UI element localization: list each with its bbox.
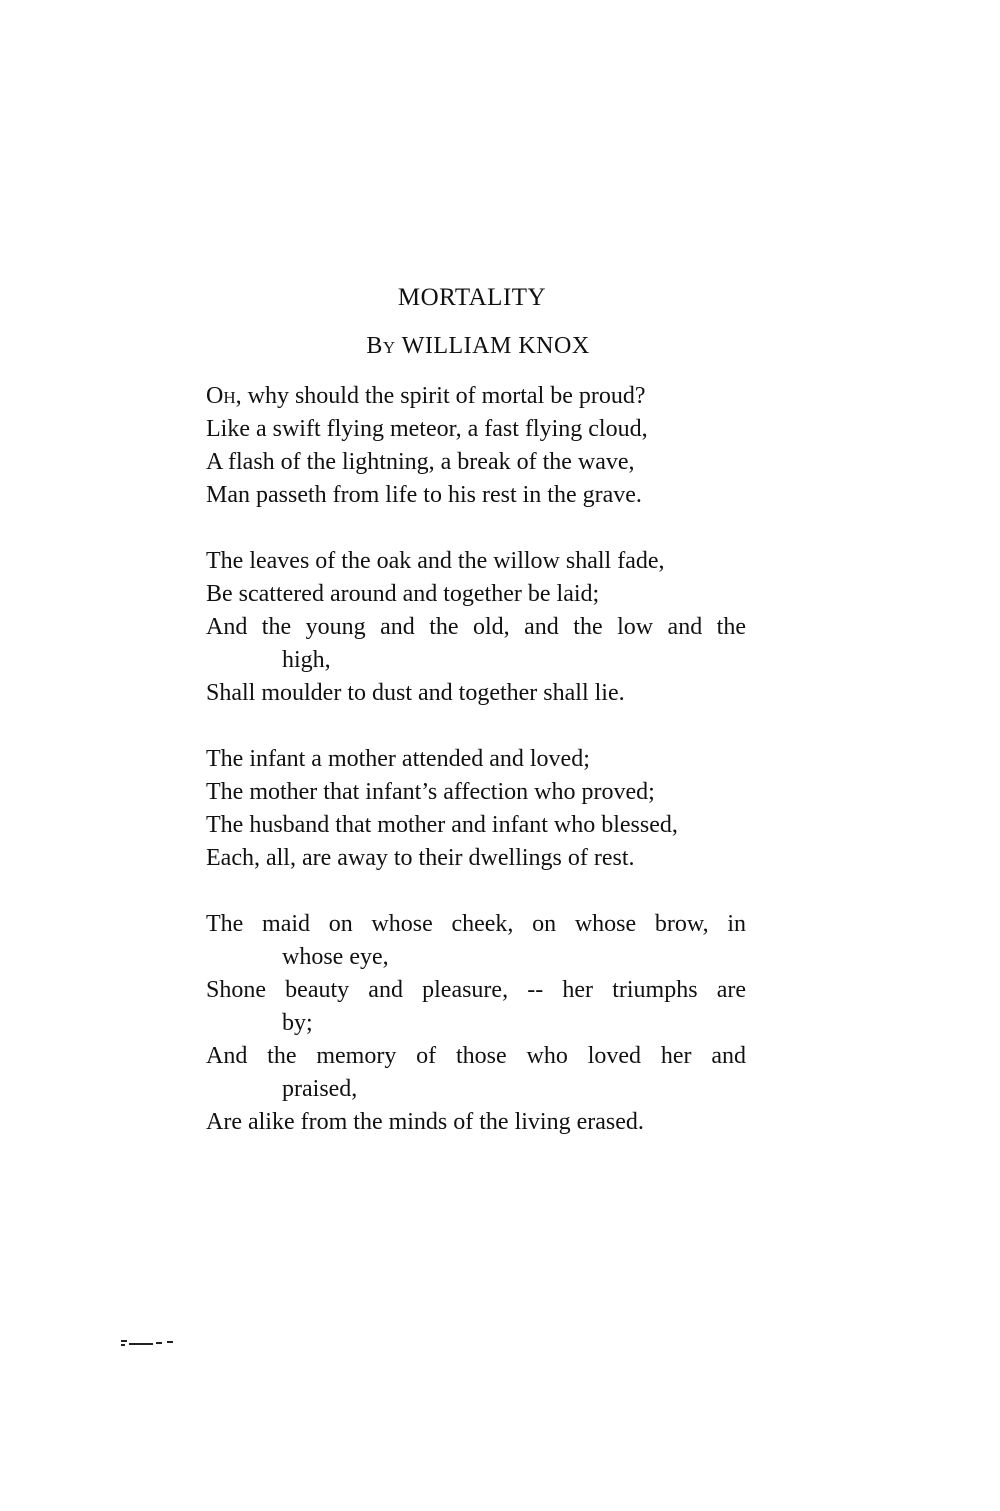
poem-line-continuation: praised, (282, 1076, 358, 1102)
poem-line-text: The husband that mother and infant who blessed, (206, 812, 678, 838)
poem-line-continuation: by; (282, 1010, 313, 1036)
poem-line (206, 809, 746, 842)
poem-line (206, 842, 746, 875)
poem-line-text: The maid on whose cheek, on whose brow, in (206, 911, 746, 937)
poem-line (206, 1040, 746, 1073)
poem-byline (0, 333, 956, 360)
stanza (206, 545, 746, 710)
poem-line-text: Each, all, are away to their dwellings of rest. (206, 845, 635, 871)
poem-line-text: A flash of the lightning, a break of the wave, (206, 449, 635, 475)
poem-line (206, 479, 746, 512)
poem-line-text: Shone beauty and pleasure, -- her triumphs are (206, 977, 746, 1003)
drop-word: Oh (206, 383, 236, 409)
poem-line-text: The infant a mother attended and loved; (206, 746, 590, 772)
byline-author: WILLIAM KNOX (401, 333, 590, 359)
poem-line (206, 677, 746, 710)
poem-line-text: Like a swift flying meteor, a fast flying cloud, (206, 416, 648, 442)
poem-line-text: Be scattered around and together be laid; (206, 581, 600, 607)
poem-line-text: The leaves of the oak and the willow shall fade, (206, 548, 665, 574)
poem-line (206, 446, 746, 479)
poem-line-continuation: whose eye, (282, 944, 389, 970)
byline-prefix: By (366, 333, 396, 359)
poem-line-continuation: high, (282, 647, 331, 673)
poem-line-text: Are alike from the minds of the living erased. (206, 1109, 644, 1135)
stanza (206, 743, 746, 875)
poem-line (206, 776, 746, 809)
poem-line (206, 545, 746, 578)
poem-body (206, 380, 746, 1172)
stanza (206, 908, 746, 1139)
poem-line (206, 413, 746, 446)
poem-line (206, 578, 746, 611)
poem-title: MORTALITY (397, 284, 547, 311)
stanza (206, 380, 746, 512)
poem-line-text: , why should the spirit of mortal be proud? (235, 383, 646, 409)
poem-line (206, 908, 746, 941)
poem-line-text: And the young and the old, and the low and the (206, 614, 746, 640)
poem-line (206, 380, 746, 413)
poem-line-text: Man passeth from life to his rest in the grave. (206, 482, 642, 508)
poem-line (206, 974, 746, 1007)
poem-line-text: Shall moulder to dust and together shall lie. (206, 680, 625, 706)
poem-line (206, 1106, 746, 1139)
poem-line (206, 743, 746, 776)
poem-line-text: The mother that infant’s affection who proved; (206, 779, 655, 805)
poem-line (206, 611, 746, 644)
page-printer-mark (121, 1337, 173, 1347)
poem-line-text: And the memory of those who loved her and (206, 1043, 746, 1069)
